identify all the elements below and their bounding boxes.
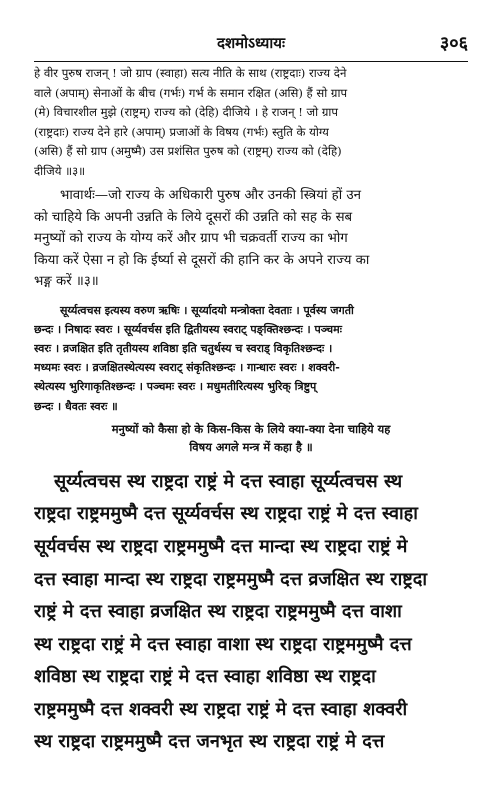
text-line: मनुष्यों को राज्य के योग्य करें और ग्राप भी चक्रवर्ती राज्य का भोग xyxy=(34,231,348,246)
text-line: वाले (अपाम्) सेनाओं के बीच (गर्भः) गर्भ के समान रक्षित (असि) हैं सो ग्राप xyxy=(34,85,348,100)
page-header xyxy=(34,33,468,55)
mantra-text xyxy=(34,466,468,759)
mantra-line: स्थ राष्ट्रदा राष्ट्रं मे दत्त स्वाहा वाशा स्थ राष्ट्रदा राष्ट्रममुष्मै दत्त xyxy=(34,633,412,655)
mantra-line: स्थ राष्ट्रदा राष्ट्रममुष्मै दत्त जनभृत स्थ राष्ट्रदा राष्ट्रं मे दत्त xyxy=(34,731,385,753)
text-line: मनुष्यों को कैसा हो के किस-किस के लिये क्या-क्या देना चाहिये यह xyxy=(111,421,391,436)
word-meaning-paragraph xyxy=(34,64,468,181)
mantra-line: राष्ट्रममुष्मै दत्त शक्वरी स्थ राष्ट्रदा राष्ट्रं मे दत्त स्वाहा शक्वरी xyxy=(34,698,408,720)
mantra-line: सूर्य्यत्वचस स्थ राष्ट्रदा राष्ट्रं मे दत्त स्वाहा सूर्य्यत्वचस स्थ xyxy=(54,470,403,492)
header-rule xyxy=(34,61,468,62)
text-line: विषय अगले मन्त्र में कहा है ॥ xyxy=(189,439,313,454)
mantra-line: दत्त स्वाहा मान्दा स्थ राष्ट्रदा राष्ट्रममुष्मै दत्त व्रजक्षित स्थ राष्ट्रदा xyxy=(34,568,427,590)
text-line: किया करें ऐसा न हो कि ईर्ष्या से दूसरों की हानि कर के अपने राज्य का xyxy=(34,252,370,268)
text-line: दीजिये ॥३॥ xyxy=(34,163,86,178)
text-line: (असि) हैं सो ग्राप (अमुष्मै) उस प्रशंसित पुरुष को (राष्ट्रम्) राज्य को (देहि) xyxy=(34,144,342,158)
text-line: स्थेत्यस्य भुरिगाकृतिश्छन्दः । पञ्चमः स्वरः । मधुमतीरित्यस्य भुरिक् त्रिष्टुप् xyxy=(34,380,317,394)
text-line: छन्दः । निषादः स्वरः । सूर्य्यवर्चस इति द्वितीयस्य स्वराट् पङ्क्तिश्छन्दः । पञ्चमः xyxy=(34,322,342,336)
page-content xyxy=(34,64,468,759)
text-line: भङ्ग करें ॥३॥ xyxy=(34,274,99,289)
bhavarth-paragraph xyxy=(34,185,468,293)
text-line: हे वीर पुरुष राजन् ! जो ग्राप (स्वाहा) सत्य नीति के साथ (राष्ट्रदाः) राज्य देने xyxy=(34,66,347,80)
text-line: को चाहिये कि अपनी उन्नति के लिये दूसरों की उन्नति को सह के सब xyxy=(34,209,353,225)
running-head: दशमोऽध्यायः xyxy=(217,34,285,52)
text-line: छन्दः । धैवतः स्वरः ॥ xyxy=(34,399,118,413)
text-line: (राष्ट्रदाः) राज्य देने हारे (अपाम्) प्रजाओं के विषय (गर्भः) स्तुति के योग्य xyxy=(34,124,329,139)
text-line: सूर्य्यत्वचस इत्यस्य वरुण ऋषिः । सूर्य्यादयो मन्त्रोक्ता देवताः । पूर्वस्य जगती xyxy=(60,303,354,317)
mantra-line: राष्ट्रदा राष्ट्रममुष्मै दत्त सूर्य्यवर्चस स्थ राष्ट्रदा राष्ट्रं मे दत्त स्वाहा xyxy=(34,503,418,525)
rishi-devata-notes xyxy=(34,301,468,416)
mantra-line: सूर्यवर्चस स्थ राष्ट्रदा राष्ट्रममुष्मै दत्त मान्दा स्थ राष्ट्रदा राष्ट्रं मे xyxy=(34,535,408,557)
text-line: (मे) विचारशील मुझे (राष्ट्रम्) राज्य को (देहि) दीजिये । हे राजन् ! जो ग्राप xyxy=(34,105,338,119)
text-line: स्वरः । व्रजक्षित इति तृतीयस्य शविष्ठा इति चतुर्थस्य च स्वराड् विकृतिश्छन्दः । xyxy=(34,341,333,355)
mantra-introduction xyxy=(34,420,468,456)
mantra-line: शविष्ठा स्थ राष्ट्रदा राष्ट्रं मे दत्त स्वाहा शविष्ठा स्थ राष्ट्रदा xyxy=(34,666,376,688)
text-line: भावार्थः—जो राज्य के अधिकारी पुरुष और उनकी स्त्रियां हों उन xyxy=(60,188,362,203)
mantra-line: राष्ट्रं मे दत्त स्वाहा व्रजक्षित स्थ राष्ट्रदा राष्ट्रममुष्मै दत्त वाशा xyxy=(34,601,402,623)
page-number: ३०६ xyxy=(439,33,468,54)
text-line: मध्यमः स्वरः । व्रजक्षितस्थेत्यस्य स्वराट् संकृतिश्छन्दः । गान्धारः स्वरः । शक्वरी- xyxy=(34,361,340,375)
